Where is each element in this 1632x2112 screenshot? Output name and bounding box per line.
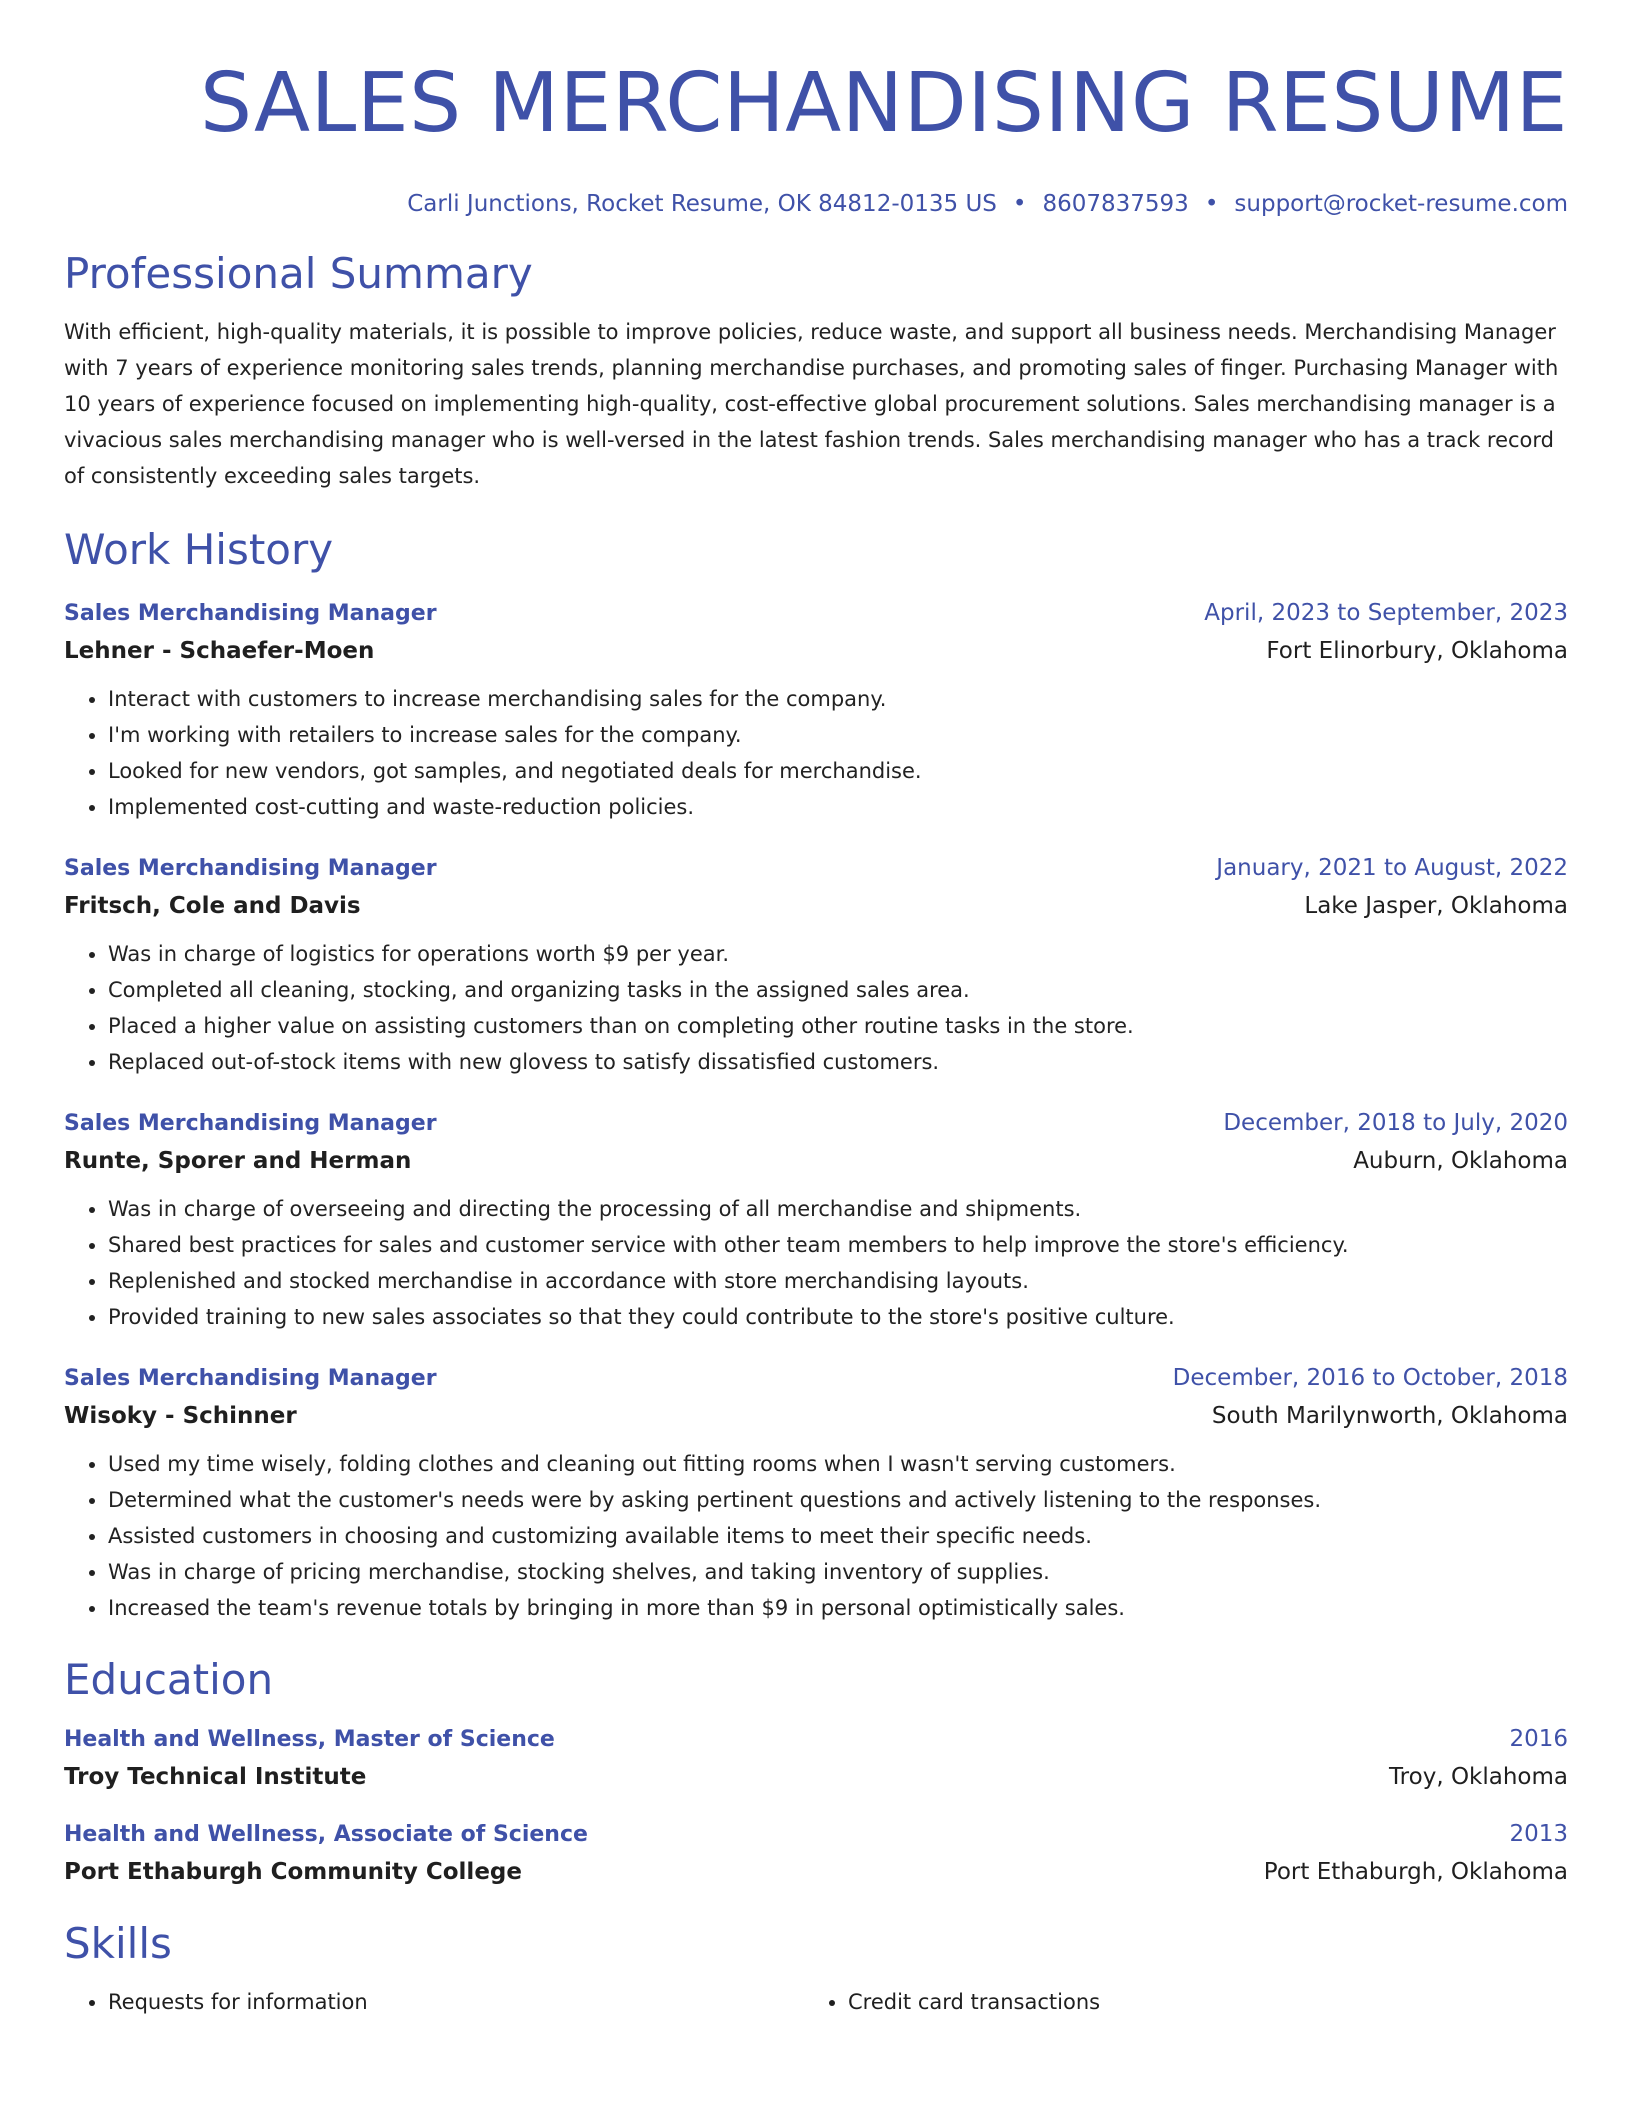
contact-phone: 8607837593 (1042, 191, 1189, 217)
job-dates: December, 2018 to July, 2020 (1223, 1110, 1568, 1136)
contact-address: Carli Junctions, Rocket Resume, OK 84812-0135 US (407, 191, 997, 217)
contact-line (64, 188, 1568, 220)
job-company: Runte, Sporer and Herman (64, 1148, 412, 1174)
skills-column-right (804, 1984, 1544, 2020)
job-bullet: • Assisted customers in choosing and customizing available items to meet their specific needs. (108, 1518, 1568, 1554)
job-bullet: • Completed all cleaning, stocking, and organizing tasks in the assigned sales area. (108, 972, 1568, 1008)
job-title: Sales Merchandising Manager (64, 1366, 437, 1391)
job-title: Sales Merchandising Manager (64, 1111, 437, 1136)
summary-text: With efficient, high-quality materials, it is possible to improve policies, reduce waste, and support all business needs. Merchandising Manager with 7 years of experience monitoring sales trends, planning merchandise purchases, and promoting sales of finger. Purchasing Manager with 10 years of experience focused on implementing high-quality, cost-effective global procurement solutions. Sales merchandising manager is a vivacious sales merchandising manager who is well-versed in the latest fashion trends. Sales merchandising manager who has a track record of consistently exceeding sales targets. (64, 320, 1559, 488)
job-location: South Marilynworth, Oklahoma (1211, 1403, 1568, 1429)
job-bullets (64, 936, 1568, 1080)
education-year: 2016 (1509, 1726, 1568, 1752)
job-entry (64, 1361, 1568, 1626)
contact-separator: • (1204, 191, 1219, 217)
job-bullet: • Shared best practices for sales and customer service with other team members to help improve the store's efficiency. (108, 1227, 1568, 1263)
summary-heading: Professional Summary (64, 249, 533, 298)
job-bullet: • Was in charge of logistics for operations worth $9 per year. (108, 936, 1568, 972)
skill-item: • Credit card transactions (848, 1984, 1544, 2020)
job-entry (64, 851, 1568, 1080)
education-heading: Education (64, 1655, 274, 1704)
contact-separator: • (1012, 191, 1027, 217)
job-company: Wisoky - Schinner (64, 1403, 297, 1429)
education-year: 2013 (1509, 1821, 1568, 1847)
job-company: Lehner - Schaefer-Moen (64, 638, 375, 664)
education-entry (64, 1722, 1568, 1797)
skills-column-left (64, 1984, 804, 2020)
job-entry (64, 596, 1568, 825)
education-degree: Health and Wellness, Master of Science (64, 1727, 555, 1752)
job-title: Sales Merchandising Manager (64, 856, 437, 881)
document-title: SALES MERCHANDISING RESUME (199, 56, 1568, 151)
job-bullets (64, 1191, 1568, 1335)
job-company: Fritsch, Cole and Davis (64, 893, 361, 919)
job-bullet: • Replenished and stocked merchandise in accordance with store merchandising layouts. (108, 1263, 1568, 1299)
education-entry (64, 1817, 1568, 1892)
job-location: Auburn, Oklahoma (1353, 1148, 1568, 1174)
skills-heading: Skills (64, 1919, 172, 1968)
job-bullet: • Interact with customers to increase merchandising sales for the company. (108, 681, 1568, 717)
job-bullet: • Determined what the customer's needs were by asking pertinent questions and actively listening to the responses. (108, 1482, 1568, 1518)
job-title: Sales Merchandising Manager (64, 601, 437, 626)
job-bullet: • Implemented cost-cutting and waste-reduction policies. (108, 789, 1568, 825)
skills-list (64, 1984, 1568, 2020)
education-school: Troy Technical Institute (64, 1764, 367, 1790)
work-history-heading: Work History (64, 525, 334, 574)
job-dates: December, 2016 to October, 2018 (1172, 1365, 1568, 1391)
job-dates: January, 2021 to August, 2022 (1216, 855, 1568, 881)
job-bullet: • Used my time wisely, folding clothes and cleaning out fitting rooms when I wasn't serving customers. (108, 1446, 1568, 1482)
job-bullets (64, 681, 1568, 825)
job-location: Lake Jasper, Oklahoma (1304, 893, 1568, 919)
job-bullet: • Provided training to new sales associates so that they could contribute to the store's positive culture. (108, 1299, 1568, 1335)
education-degree: Health and Wellness, Associate of Science (64, 1822, 588, 1847)
education-school: Port Ethaburgh Community College (64, 1859, 522, 1885)
job-dates: April, 2023 to September, 2023 (1204, 600, 1568, 626)
contact-email[interactable]: support@rocket-resume.com (1234, 191, 1568, 217)
education-location: Port Ethaburgh, Oklahoma (1263, 1859, 1568, 1885)
job-bullets (64, 1446, 1568, 1626)
job-bullet: • Replaced out-of-stock items with new glovess to satisfy dissatisfied customers. (108, 1044, 1568, 1080)
job-bullet: • I'm working with retailers to increase sales for the company. (108, 717, 1568, 753)
job-location: Fort Elinorbury, Oklahoma (1266, 638, 1568, 664)
job-bullet: • Was in charge of overseeing and directing the processing of all merchandise and shipments. (108, 1191, 1568, 1227)
education-location: Troy, Oklahoma (1389, 1764, 1568, 1790)
job-entry (64, 1106, 1568, 1335)
job-bullet: • Looked for new vendors, got samples, and negotiated deals for merchandise. (108, 753, 1568, 789)
job-bullet: • Placed a higher value on assisting customers than on completing other routine tasks in the store. (108, 1008, 1568, 1044)
skill-item: • Requests for information (108, 1984, 804, 2020)
job-bullet: • Increased the team's revenue totals by bringing in more than $9 in personal optimistically sales. (108, 1590, 1568, 1626)
job-bullet: • Was in charge of pricing merchandise, stocking shelves, and taking inventory of supplies. (108, 1554, 1568, 1590)
